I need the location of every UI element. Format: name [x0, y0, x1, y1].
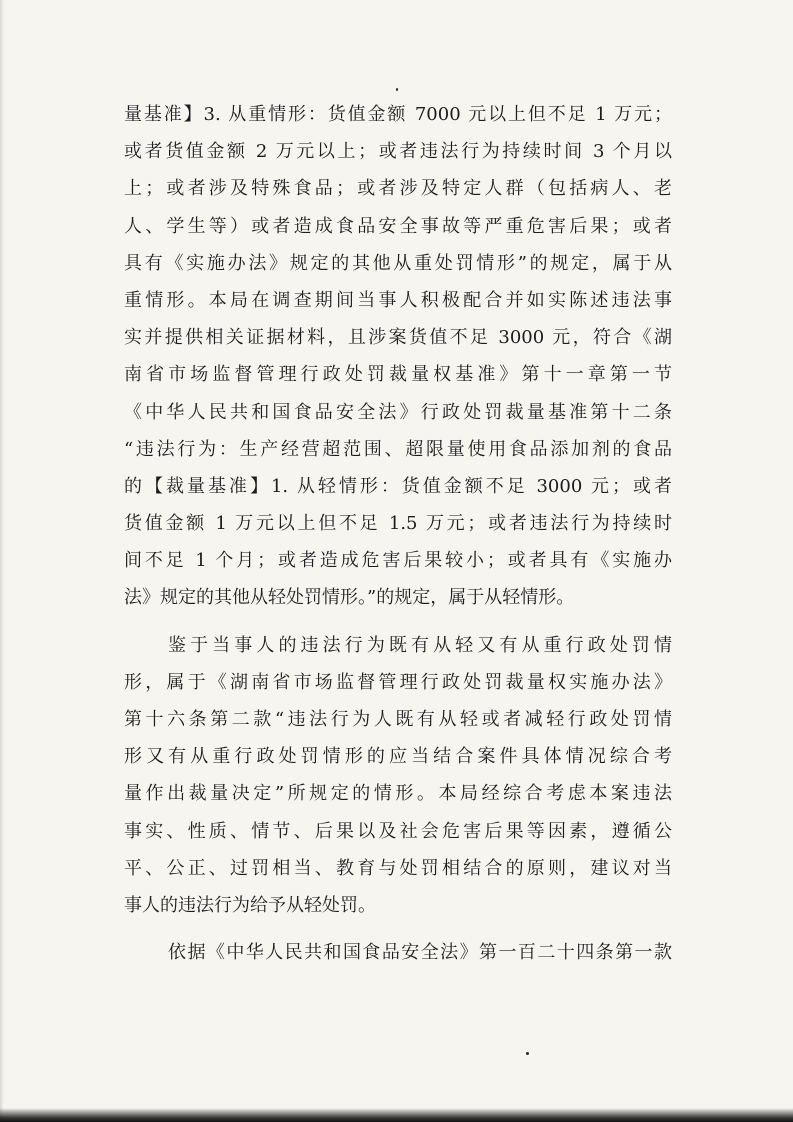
text-line: 人、学生等）或者造成食品安全事故等严重危害后果；或者 — [124, 215, 672, 237]
text-line: 形，属于《湖南省市场监督管理行政处罚裁量权实施办法》 — [124, 671, 672, 693]
text-line: 的【裁量基准】1. 从轻情形：货值金额不足 3000 元；或者 — [124, 475, 672, 497]
text-line: 货值金额 1 万元以上但不足 1.5 万元；或者违法行为持续时 — [124, 513, 672, 535]
text-line: 量作出裁量决定”所规定的情形。本局经综合考虑本案违法 — [124, 783, 672, 805]
text-line: 或者货值金额 2 万元以上；或者违法行为持续时间 3 个月以 — [124, 141, 672, 163]
text-line: 第十六条第二款“违法行为人既有从轻或者减轻行政处罚情 — [124, 709, 672, 730]
paragraph-1 — [124, 96, 672, 617]
text-line: “违法行为：生产经营超范围、超限量使用食品添加剂的食品 — [124, 438, 672, 460]
text-line: 南省市场监督管理行政处罚裁量权基准》第十一章第一节 — [124, 364, 672, 386]
text-line: 依据《中华人民共和国食品安全法》第一百二十四条第一款 — [168, 942, 672, 964]
scan-speck — [396, 88, 398, 91]
text-line: 量基准】3. 从重情形：货值金额 7000 元以上但不足 1 万元； — [124, 104, 672, 125]
document-body — [124, 96, 672, 971]
text-line: 法》规定的其他从轻处罚情形。”的规定，属于从轻情形。 — [124, 587, 575, 609]
text-line: 事实、性质、情节、后果以及社会危害后果等因素，遵循公 — [124, 820, 672, 842]
scan-bottom-edge — [0, 1108, 793, 1122]
text-line: 实并提供相关证据材料，且涉案货值不足 3000 元，符合《湖 — [124, 327, 672, 349]
text-line: 事人的违法行为给予从轻处罚。 — [124, 894, 376, 916]
text-line: 平、公正、过罚相当、教育与处罚相结合的原则，建议对当 — [124, 857, 672, 879]
text-line: 《中华人民共和国食品安全法》行政处罚裁量基准第十二条 — [124, 401, 672, 423]
text-line: 间不足 1 个月；或者造成危害后果较小；或者具有《实施办 — [124, 550, 672, 572]
text-line: 形又有从重行政处罚情形的应当结合案件具体情况综合考 — [124, 746, 672, 768]
page-left-edge — [0, 0, 4, 1122]
text-line: 鉴于当事人的违法行为既有从轻又有从重行政处罚情 — [168, 634, 672, 656]
text-line: 具有《实施办法》规定的其他从重处罚情形”的规定，属于从 — [124, 252, 672, 274]
paragraph-2 — [124, 627, 672, 925]
text-line: 重情形。本局在调查期间当事人积极配合并如实陈述违法事 — [124, 289, 672, 311]
scan-speck — [526, 1052, 529, 1055]
paragraph-3 — [124, 934, 672, 971]
text-line: 上；或者涉及特殊食品；或者涉及特定人群（包括病人、老 — [124, 178, 672, 200]
